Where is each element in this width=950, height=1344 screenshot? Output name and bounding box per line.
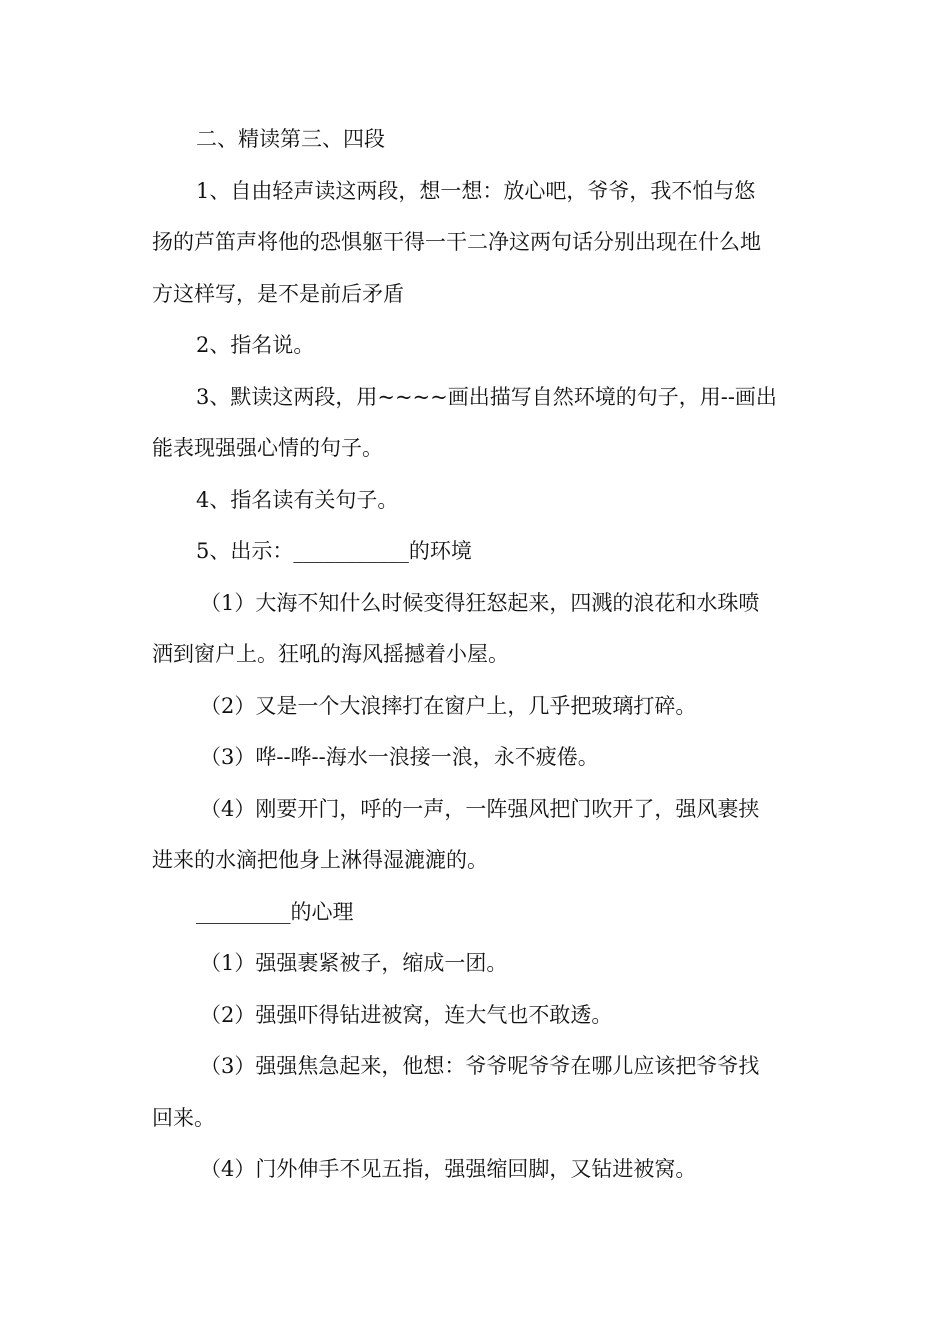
paragraph-line: 能表现强强心情的句子。: [152, 436, 383, 460]
paragraph-line: （3）哗--哗--海水一浪接一浪，永不疲倦。: [200, 745, 599, 769]
document-body: [152, 114, 802, 1196]
paragraph-line: 方这样写，是不是前后矛盾: [152, 281, 404, 306]
paragraph-line: 回来。: [152, 1105, 215, 1130]
paragraph-line: 3、默读这两段，用~~~~画出描写自然环境的句子，用--画出: [196, 384, 777, 409]
paragraph-line: 扬的芦笛声将他的恐惧躯干得一干二净这两句话分别出现在什么地: [152, 230, 761, 254]
paragraph-line: 洒到窗户上。狂吼的海风摇撼着小屋。: [152, 642, 509, 666]
paragraph-line: （2）又是一个大浪摔打在窗户上，几乎把玻璃打碎。: [200, 693, 697, 718]
paragraph-line: （4）刚要开门，呼的一声，一阵强风把门吹开了，强风裹挟: [200, 796, 760, 821]
paragraph-line: _________的心理: [196, 899, 354, 924]
paragraph-line: 1、自由轻声读这两段，想一想：放心吧，爷爷，我不怕与悠: [196, 178, 756, 203]
paragraph-line: （3）强强焦急起来，他想：爷爷呢爷爷在哪儿应该把爷爷找: [200, 1054, 760, 1078]
section-heading: 二、精读第三、四段: [196, 127, 385, 151]
paragraph-line: 进来的水滴把他身上淋得湿漉漉的。: [152, 848, 488, 872]
paragraph-line: 4、指名读有关句子。: [196, 487, 399, 512]
paragraph-line: （4）门外伸手不见五指，强强缩回脚，又钻进被窝。: [200, 1157, 697, 1181]
paragraph-line: （1）强强裹紧被子，缩成一团。: [200, 951, 508, 975]
paragraph-line: （2）强强吓得钻进被窝，连大气也不敢透。: [200, 1002, 613, 1027]
paragraph-line: 2、指名说。: [196, 333, 315, 357]
paragraph-line: （1）大海不知什么时候变得狂怒起来，四溅的浪花和水珠喷: [200, 590, 760, 615]
paragraph-line: 5、出示：___________的环境: [196, 539, 472, 563]
